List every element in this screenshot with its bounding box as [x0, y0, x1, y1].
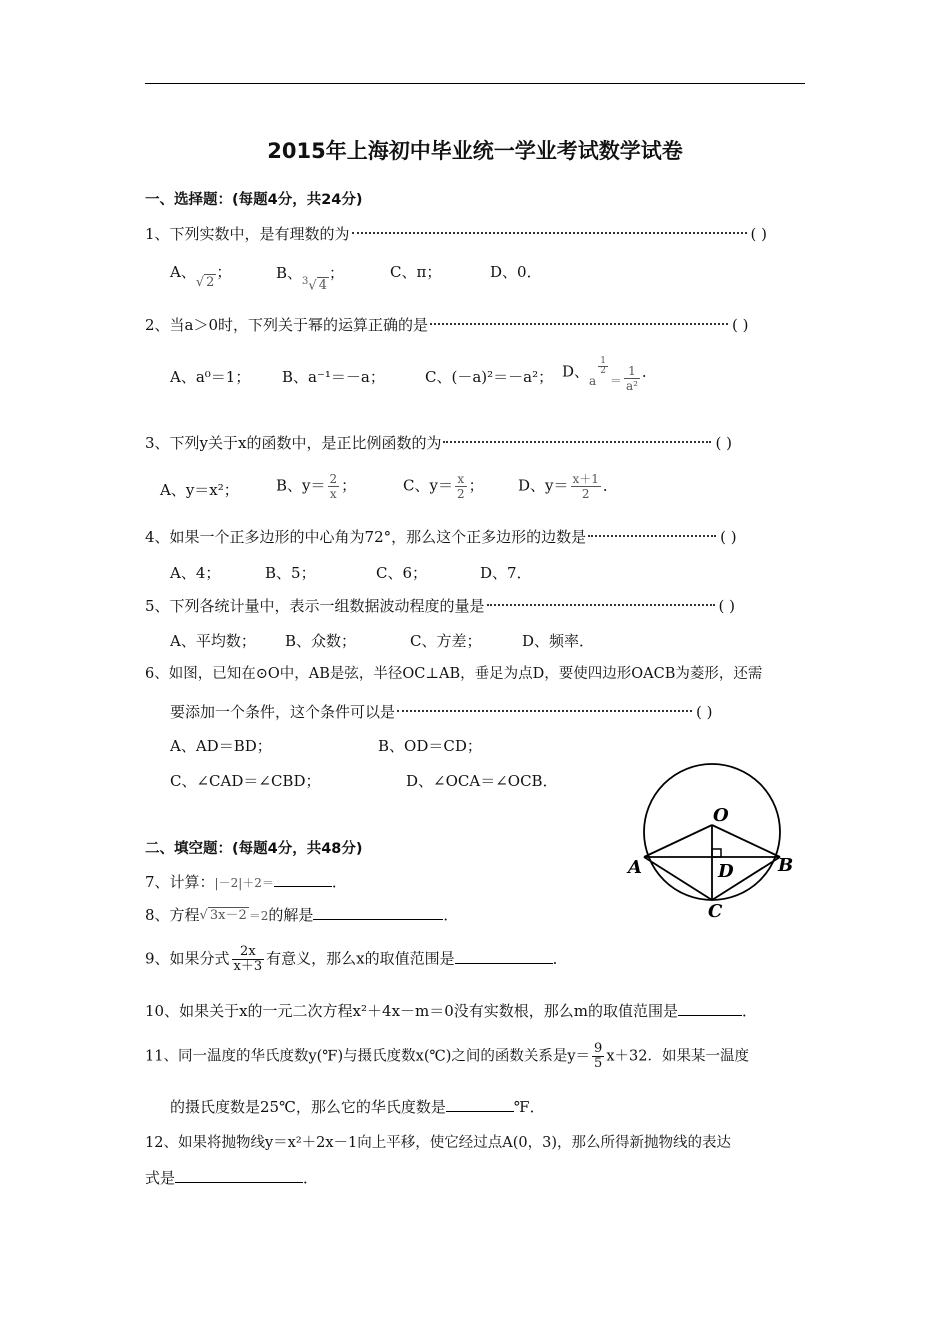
dot-leader — [430, 323, 728, 325]
right-angle-mark — [712, 849, 721, 857]
question-3-stem — [145, 433, 732, 453]
q2-text: 2、当a＞0时，下列关于幂的运算正确的是 — [145, 316, 429, 334]
q4-option-b: B、5； — [265, 564, 316, 582]
fraction-exponent — [598, 357, 608, 376]
page-title: 2015年上海初中毕业统一学业考试数学试卷 — [267, 139, 683, 163]
numerator: 1 — [600, 356, 606, 366]
fraction — [624, 364, 640, 393]
label-c: C — [708, 901, 723, 922]
option-label: B、y＝ — [276, 476, 326, 495]
q5-text: 5、下列各统计量中，表示一组数据波动程度的量是 — [145, 597, 485, 615]
question-2-stem — [145, 315, 749, 335]
q7-expression: |－2|＋2＝ — [214, 876, 274, 890]
numerator: 2 — [329, 472, 338, 486]
q4-text: 4、如果一个正多边形的中心角为72°，那么这个正多边形的边数是 — [145, 528, 587, 546]
question-11-line2 — [170, 1097, 545, 1117]
fraction — [571, 472, 601, 501]
q6-option-d: D、∠OCA＝∠OCB． — [406, 772, 558, 790]
segment-ac — [644, 857, 712, 900]
denominator: x＋3 — [233, 959, 263, 974]
dot-leader — [352, 232, 747, 234]
option-label: B、 — [276, 264, 303, 283]
q1-option-c: C、π； — [390, 263, 442, 281]
answer-blank[interactable] — [446, 1097, 514, 1112]
option-tail: ． — [602, 476, 618, 495]
q6-option-c: C、∠CAD＝∠CBD； — [170, 772, 321, 790]
segment-ao — [644, 825, 712, 857]
option-tail: ； — [216, 263, 232, 281]
question-8 — [145, 905, 458, 926]
fraction — [232, 945, 265, 974]
question-5-stem — [145, 596, 735, 616]
q2-option-d — [562, 356, 657, 393]
segment-ob — [712, 825, 780, 857]
question-11-line1 — [145, 1042, 749, 1071]
question-6-stem-line1: 6、如图，已知在⊙O中，AB是弦，半径OC⊥AB，垂足为点D，要使四边形OACB为菱形，还需 — [145, 666, 763, 682]
q6-text: 要添加一个条件，这个条件可以是 — [170, 703, 396, 721]
q10-text: 10、如果关于x的一元二次方程x²＋4x－m＝0没有实数根，那么m的取值范围是 — [145, 1002, 679, 1020]
denominator: 2 — [581, 487, 590, 501]
option-label: D、 — [562, 362, 590, 381]
question-12-line1: 12、如果将抛物线y＝x²＋2x－1向上平移，使它经过点A(0，3)，那么所得新抛物线的表达 — [145, 1135, 731, 1151]
q5-option-b: B、众数； — [285, 632, 357, 650]
label-a: A — [628, 857, 642, 878]
option-tail: ； — [468, 476, 484, 495]
q3-option-a: A、y＝x²； — [160, 481, 239, 499]
circle-geometry-figure — [630, 745, 810, 925]
option-label: D、y＝ — [518, 476, 569, 495]
question-4-stem — [145, 527, 737, 547]
q3-text: 3、下列y关于x的函数中，是正比例函数的为 — [145, 434, 442, 452]
question-9 — [145, 945, 568, 974]
q8-text: 8、方程 — [145, 906, 200, 924]
q6-option-a: A、AD＝BD； — [170, 737, 272, 755]
question-7 — [145, 872, 347, 893]
q5-option-c: C、方差； — [410, 632, 482, 650]
option-tail: ； — [328, 264, 344, 283]
answer-paren: ( ) — [720, 528, 737, 546]
dot-leader — [588, 535, 716, 537]
q11-line2-tail: ℉． — [513, 1098, 545, 1116]
denominator: 2 — [456, 487, 465, 501]
answer-paren: ( ) — [718, 597, 736, 615]
answer-paren: ( ) — [732, 316, 749, 334]
denominator: 2 — [600, 366, 606, 376]
numerator: 9 — [594, 1041, 603, 1056]
q8-equation-rhs: ＝2 — [248, 909, 269, 923]
question-10 — [145, 1001, 757, 1021]
q1-option-d: D、0． — [490, 263, 542, 281]
q7-text: 7、计算： — [145, 873, 215, 891]
q9-tail: ． — [552, 949, 568, 968]
q12-text: 式是 — [145, 1169, 176, 1187]
q4-option-d: D、7． — [480, 564, 532, 582]
denominator: 5 — [594, 1056, 603, 1071]
denominator: x — [329, 487, 337, 501]
denominator: a² — [625, 379, 638, 393]
option-label: C、y＝ — [403, 476, 453, 495]
dot-leader — [487, 604, 715, 606]
answer-blank[interactable] — [678, 1001, 742, 1016]
numerator: 2x — [240, 944, 256, 959]
top-rule — [145, 83, 805, 84]
q10-tail: ． — [742, 1002, 758, 1020]
q2-option-b: B、a⁻¹＝－a； — [282, 368, 385, 386]
q9-suffix: 有意义，那么x的取值范围是 — [266, 949, 455, 968]
numerator: x＋1 — [572, 472, 599, 486]
q3-option-b — [276, 472, 356, 501]
answer-blank[interactable] — [313, 905, 443, 920]
dot-leader — [443, 441, 711, 443]
answer-paren: ( ) — [715, 434, 732, 452]
q1-option-a — [170, 262, 232, 290]
cube-root-expression: $^3$√ 4 — [302, 276, 327, 294]
q1-option-b — [276, 262, 344, 294]
radicand: 3x－2 — [209, 908, 247, 923]
q11-line2-text: 的摄氏度数是25℃，那么它的华氏度数是 — [170, 1098, 446, 1116]
q8-tail: ． — [443, 906, 459, 924]
q8-suffix: 的解是 — [268, 906, 314, 924]
label-b: B — [778, 855, 794, 876]
answer-blank[interactable] — [175, 1168, 303, 1183]
question-6-stem-line2 — [170, 702, 713, 722]
q11-text: 11、同一温度的华氏度数y(℉)与摄氏度数x(℃)之间的函数关系是y＝ — [145, 1048, 591, 1065]
label-o: O — [713, 805, 729, 826]
question-1-stem — [145, 224, 767, 244]
root-index: 3 — [302, 276, 309, 287]
option-tail: ． — [641, 362, 657, 381]
option-tail: ； — [341, 476, 357, 495]
q1-text: 1、下列实数中，是有理数的为 — [145, 225, 350, 243]
numerator: 1 — [628, 364, 636, 378]
question-12-line2 — [145, 1168, 318, 1188]
numerator: x — [457, 472, 465, 486]
q9-text: 9、如果分式 — [145, 949, 230, 968]
q3-option-d — [518, 472, 618, 501]
equals-sign: ＝ — [609, 373, 622, 388]
q4-option-c: C、6； — [376, 564, 428, 582]
q2-option-a: A、a⁰＝1； — [170, 368, 251, 386]
option-label: A、 — [170, 263, 196, 281]
q5-option-a: A、平均数； — [170, 632, 256, 650]
q3-option-c — [403, 472, 484, 501]
q6-option-b: B、OD＝CD； — [378, 737, 482, 755]
q7-tail: ． — [331, 873, 347, 891]
answer-blank[interactable] — [274, 872, 332, 887]
q4-option-a: A、4； — [170, 564, 221, 582]
power-base: a — [589, 373, 597, 388]
q11-suffix: x＋32．如果某一温度 — [606, 1048, 749, 1065]
q2-option-c: C、(－a)²＝－a²； — [425, 368, 554, 386]
radicand: 2 — [206, 275, 215, 290]
q12-tail: ． — [303, 1169, 319, 1187]
answer-paren: ( ) — [750, 225, 768, 243]
section-heading-choice: 一、选择题：(每题4分，共24分) — [145, 192, 363, 208]
fraction — [455, 472, 467, 501]
answer-paren: ( ) — [696, 703, 713, 721]
label-d: D — [718, 861, 734, 882]
sqrt-expression: √ 3x－2 — [199, 908, 247, 923]
sqrt-expression: √ 2 — [195, 275, 215, 290]
q5-option-d: D、频率． — [522, 632, 595, 650]
fraction — [328, 472, 340, 501]
fraction — [592, 1042, 604, 1071]
dot-leader — [397, 710, 692, 712]
answer-blank[interactable] — [455, 949, 553, 964]
section-heading-fill-in: 二、填空题：(每题4分，共48分) — [145, 841, 363, 857]
radicand: 4 — [318, 278, 327, 294]
